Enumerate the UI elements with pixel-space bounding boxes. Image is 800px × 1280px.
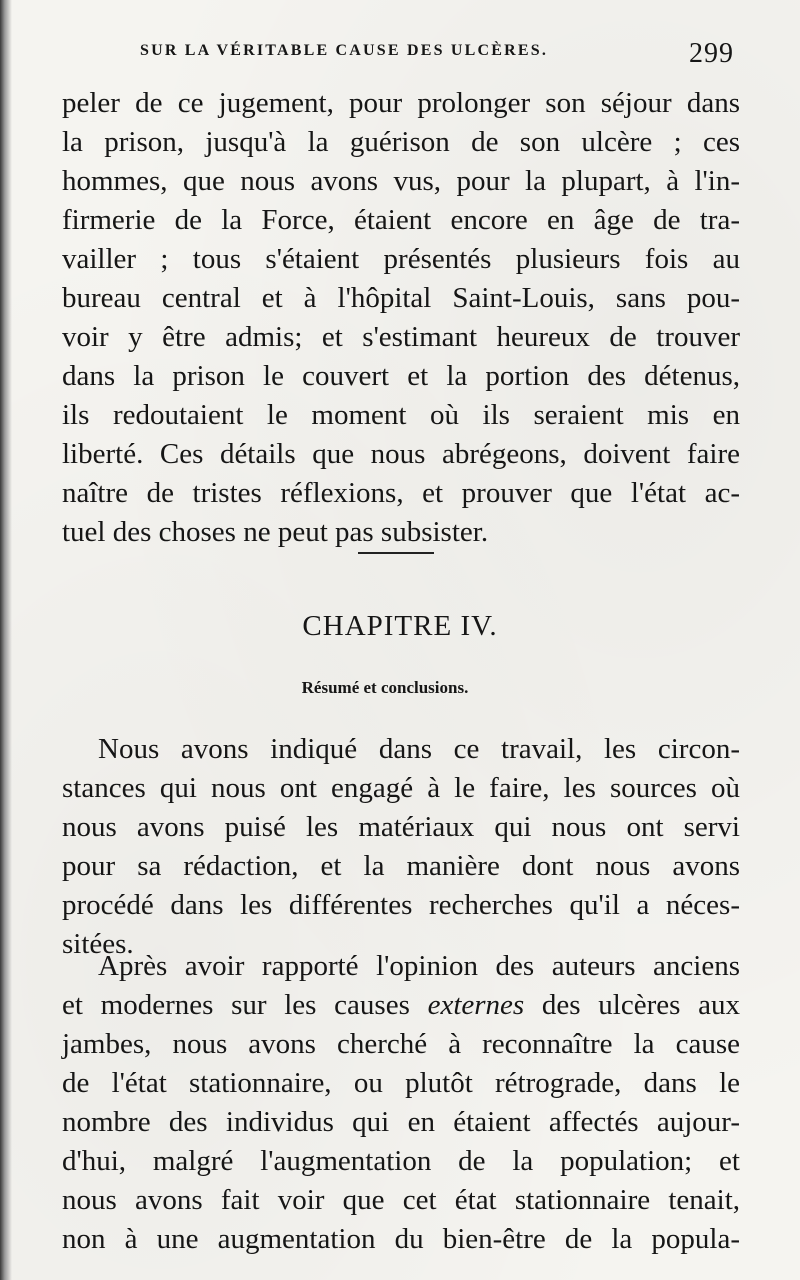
text-line: pour sa rédaction, et la manière dont nous avons <box>62 850 740 882</box>
text-line: peler de ce jugement, pour prolonger son séjour dans <box>62 87 740 119</box>
paragraph-2 <box>62 730 740 964</box>
text-line: vailler ; tous s'étaient présentés plusieurs fois au <box>62 243 740 275</box>
text-segment: des ulcères aux <box>524 989 741 1021</box>
text-line: nous avons fait voir que cet état stationnaire tenait, <box>62 1184 740 1216</box>
paragraph-3 <box>62 947 740 1259</box>
text-line: Après avoir rapporté l'opinion des auteurs anciens <box>98 950 740 982</box>
text-line: jambes, nous avons cherché à reconnaître la cause <box>62 1028 740 1060</box>
text-line: voir y être admis; et s'estimant heureux de trouver <box>62 321 740 353</box>
text-line: nous avons puisé les matériaux qui nous ont servi <box>62 811 740 843</box>
text-line: Nous avons indiqué dans ce travail, les circon- <box>98 733 740 765</box>
text-line: d'hui, malgré l'augmentation de la population; et <box>62 1145 740 1177</box>
text-line: sitées. <box>62 928 134 960</box>
text-line: hommes, que nous avons vus, pour la plupart, à l'in- <box>62 165 740 197</box>
text-line: firmerie de la Force, étaient encore en âge de tra- <box>62 204 740 236</box>
italic-word: externes <box>427 989 525 1021</box>
text-line: tuel des choses ne peut pas subsister. <box>62 516 489 548</box>
running-head: SUR LA VÉRITABLE CAUSE DES ULCÈRES. <box>140 42 549 59</box>
chapter-title: CHAPITRE IV. <box>302 610 498 642</box>
text-line: ils redoutaient le moment où ils seraient mis en <box>62 399 740 431</box>
text-line: procédé dans les différentes recherches qu'il a néces- <box>62 889 740 921</box>
text-line: la prison, jusqu'à la guérison de son ulcère ; ces <box>62 126 740 158</box>
text-line: dans la prison le couvert et la portion des détenus, <box>62 360 740 392</box>
text-line-with-italic <box>62 986 740 1025</box>
text-line: naître de tristes réflexions, et prouver que l'état ac- <box>62 477 740 509</box>
text-segment: et modernes sur les causes <box>62 989 428 1021</box>
text-line: de l'état stationnaire, ou plutôt rétrograde, dans le <box>62 1067 740 1099</box>
text-line: non à une augmentation du bien-être de la popula- <box>62 1223 740 1255</box>
text-line: nombre des individus qui en étaient affectés aujour- <box>62 1106 740 1138</box>
text-line: bureau central et à l'hôpital Saint-Louis, sans pou- <box>62 282 740 314</box>
page-number: 299 <box>689 38 734 69</box>
chapter-subtitle: Résumé et conclusions. <box>301 678 469 697</box>
text-line: stances qui nous ont engagé à le faire, les sources où <box>62 772 740 804</box>
text-line: liberté. Ces détails que nous abrégeons, doivent faire <box>62 438 740 470</box>
paragraph-1 <box>62 84 740 552</box>
section-divider-rule <box>358 552 434 554</box>
